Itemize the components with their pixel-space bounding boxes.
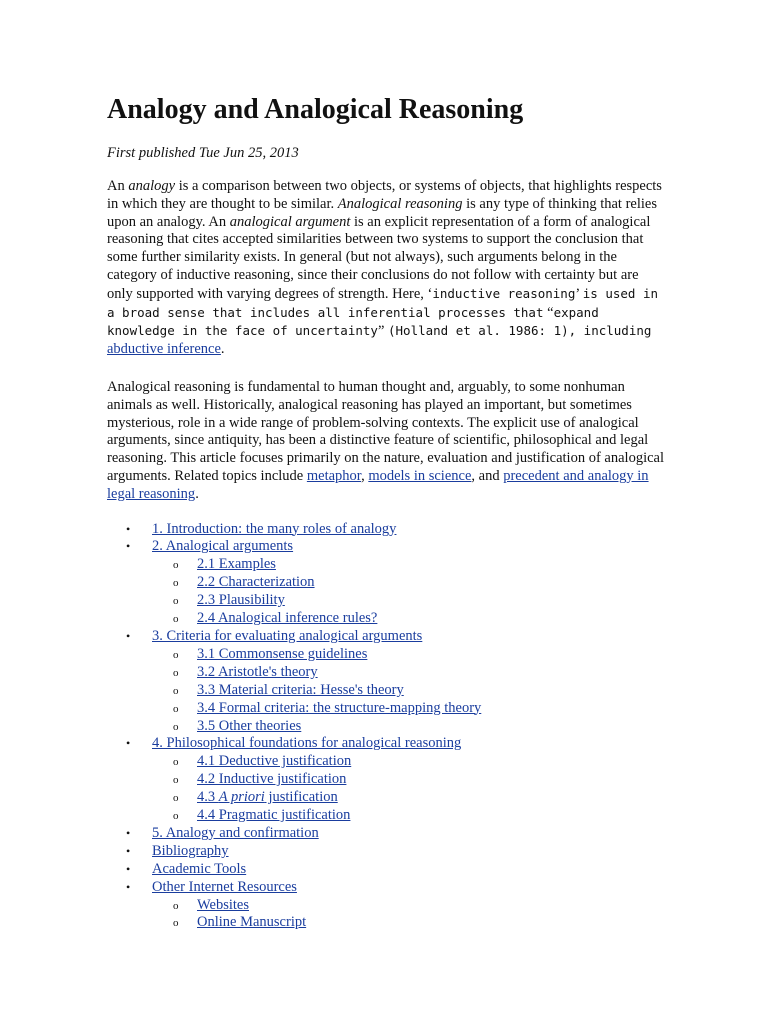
toc-link-academic-tools[interactable]: Academic Tools [152,860,247,877]
toc-subitem [152,771,667,789]
bullet-icon: • [126,879,131,894]
toc-subitem [152,753,667,771]
toc-subitem [152,897,667,915]
toc-link-1[interactable]: 1. Introduction: the many roles of analogy [152,520,397,537]
toc-sublist [152,646,667,736]
text-run: . [195,485,199,502]
toc-item [107,843,667,861]
circle-bullet-icon: o [173,810,179,823]
circle-bullet-icon: o [173,899,179,912]
toc-link-3-1[interactable]: 3.1 Commonsense guidelines [197,645,368,662]
toc-subitem [152,914,667,932]
text-run: ” [377,323,388,340]
toc-link-4[interactable]: 4. Philosophical foundations for analogical reasoning [152,735,462,752]
bullet-icon: • [126,825,131,840]
toc-link-3-3[interactable]: 3.3 Material criteria: Hesse's theory [197,681,404,698]
toc-subitem [152,646,667,664]
intro-paragraph [107,178,667,359]
circle-bullet-icon: o [173,595,179,608]
link-metaphor[interactable]: metaphor [306,467,362,484]
circle-bullet-icon: o [173,774,179,787]
toc-link-2[interactable]: 2. Analogical arguments [152,538,294,555]
circle-bullet-icon: o [173,917,179,930]
circle-bullet-icon: o [173,756,179,769]
toc-subitem [152,592,667,610]
toc-link-4-1[interactable]: 4.1 Deductive justification [197,753,352,770]
bullet-icon: • [126,861,131,876]
toc-item [107,879,667,933]
circle-bullet-icon: o [173,648,179,661]
toc-subitem [152,700,667,718]
article [107,92,667,932]
mono-text: (Holland et al. 1986: 1), including [388,323,652,339]
toc-subitem [152,610,667,628]
second-paragraph [107,379,667,504]
table-of-contents [107,521,667,933]
link-abductive-inference[interactable]: abductive inference [107,341,221,358]
circle-bullet-icon: o [173,577,179,590]
link-precedent-legal-reasoning[interactable]: precedent and analogy in legal reasoning [107,467,649,502]
toc-subitem [152,789,667,807]
link-models-in-science[interactable]: models in science [368,467,472,484]
toc-link-3-4[interactable]: 3.4 Formal criteria: the structure-mapping theory [197,699,482,716]
text-run: is a comparison between two objects, or systems of objects, that highlights respects in which they are thought to be similar. [107,178,662,212]
toc-sublist [152,897,667,933]
toc-subitem [152,718,667,736]
circle-bullet-icon: o [173,720,179,733]
mono-text: is used in a broad sense that includes all inferential processes that [107,285,659,320]
toc-link-5[interactable]: 5. Analogy and confirmation [152,824,319,841]
text-run: . [220,341,225,358]
circle-bullet-icon: o [173,559,179,572]
toc-link-4-3-italic: A priori [218,789,265,806]
toc-item [107,538,667,628]
text-run: An [107,178,129,194]
toc-sublist [152,556,667,628]
toc-link-3-5[interactable]: 3.5 Other theories [197,717,302,734]
toc-link-4-4[interactable]: 4.4 Pragmatic justification [197,807,351,824]
toc-subitem [152,807,667,825]
text-run: Analogical reasoning is fundamental to human thought and, arguably, to some nonhuman animals as well. Historically, analogical reasoning has played an important, but sometimes mysterious, role in a wide range of problem-solving contexts. The explicit use of analogical arguments, since antiquity, has been a distinctive feature of scientific, philosophical and legal reasoning. This article focuses primarily on the nature, evaluation and justification of analogical arguments. Related topics include [107,378,664,484]
toc-sublist [152,753,667,825]
toc-subitem [152,556,667,574]
text-run: , and [471,467,504,484]
term-analogical-reasoning: Analogical reasoning [337,195,463,212]
toc-item [107,628,667,735]
toc-link-4-3-number: 4.3 [197,789,219,806]
toc-link-bibliography[interactable]: Bibliography [152,842,229,859]
toc-item [107,521,667,539]
toc-subitem [152,574,667,592]
mono-text: inductive reasoning [432,285,576,301]
toc-subitem [152,682,667,700]
term-analogy: analogy [128,178,176,194]
toc-link-websites[interactable]: Websites [197,896,249,913]
circle-bullet-icon: o [173,666,179,679]
mono-text: expand knowledge in the face of uncertainty [107,304,599,339]
toc-link-2-2[interactable]: 2.2 Characterization [197,574,315,591]
page-title: Analogy and Analogical Reasoning [107,94,524,125]
toc-link-2-4[interactable]: 2.4 Analogical inference rules? [197,610,378,627]
toc-link-2-1[interactable]: 2.1 Examples [197,556,276,573]
toc-link-4-3-rest: justification [264,789,338,806]
toc-link-4-3[interactable] [197,789,338,805]
circle-bullet-icon: o [173,613,179,626]
bullet-icon: • [126,843,131,858]
bullet-icon: • [126,521,131,536]
toc-link-4-2[interactable]: 4.2 Inductive justification [197,771,347,788]
text-run: is any type of thinking that relies upon an analogy. An [107,195,657,230]
circle-bullet-icon: o [173,702,179,715]
text-run: , [361,467,369,484]
toc-link-other-internet-resources[interactable]: Other Internet Resources [152,878,297,895]
bullet-icon: • [126,628,131,643]
toc-link-online-manuscript[interactable]: Online Manuscript [197,914,307,931]
circle-bullet-icon: o [173,792,179,805]
circle-bullet-icon: o [173,684,179,697]
text-run: “ [543,304,554,321]
term-analogical-argument: analogical argument [229,213,351,230]
bullet-icon: • [126,736,131,751]
toc-link-2-3[interactable]: 2.3 Plausibility [197,592,285,609]
text-run: is an explicit representation of a form of analogical reasoning that cites accepted similarities between two systems to support the conclusion that some further similarity exists. In general (but not always), such arguments belong in the category of inductive reasoning, since their conclusions do not follow with certainty but are only supported with varying degrees of strength. Here, ‘ [107,213,651,302]
toc-subitem [152,664,667,682]
toc-link-3[interactable]: 3. Criteria for evaluating analogical arguments [152,627,423,644]
toc-link-3-2[interactable]: 3.2 Aristotle's theory [197,663,318,680]
publication-date: First published Tue Jun 25, 2013 [107,145,299,161]
toc-item [107,825,667,843]
text-run: ’ [575,285,583,302]
bullet-icon: • [126,539,131,554]
toc-item [107,861,667,879]
toc-item [107,735,667,825]
